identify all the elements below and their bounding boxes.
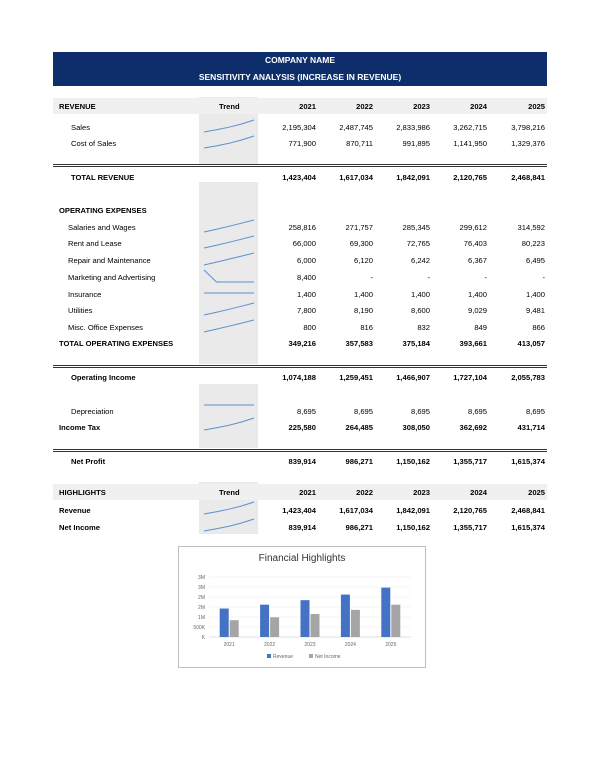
table-row — [53, 135, 547, 151]
cell-value: 8,695 — [353, 407, 373, 416]
cell-value: 2022 — [356, 488, 373, 497]
report-subtitle: SENSITIVITY ANALYSIS (INCREASE IN REVENUE) — [198, 72, 402, 82]
cell-value: 866 — [532, 323, 545, 332]
cell-value: 1,842,091 — [396, 173, 430, 182]
cell-value: 357,583 — [345, 339, 373, 348]
company-name-banner — [53, 52, 547, 69]
cell-value: 2,833,986 — [396, 123, 430, 132]
trend-sparkline — [203, 119, 255, 133]
trend-sparkline — [203, 135, 255, 149]
cell-value: 991,895 — [402, 139, 430, 148]
cell-value: 2024 — [470, 488, 487, 497]
financial-highlights-chart — [178, 546, 426, 668]
row-label: Marketing and Advertising — [68, 273, 156, 282]
trend-header: Trend — [219, 488, 240, 497]
row-label: Net Profit — [71, 457, 106, 466]
cell-value: 6,242 — [410, 256, 430, 265]
cell-value: 1,400 — [467, 290, 487, 299]
depreciation-row — [53, 403, 547, 419]
row-label: Insurance — [68, 290, 102, 299]
bar-revenue-2022 — [260, 605, 269, 637]
chart-plot — [179, 547, 425, 667]
cell-value: 2025 — [528, 488, 545, 497]
row-label: TOTAL OPERATING EXPENSES — [59, 339, 174, 348]
row-label: Depreciation — [71, 407, 114, 416]
cell-value: 314,592 — [517, 223, 545, 232]
highlight-row-revenue — [53, 502, 547, 518]
table-row — [53, 219, 547, 235]
cell-value: 66,000 — [292, 239, 316, 248]
cell-value: 1,400 — [353, 290, 373, 299]
row-label: Cost of Sales — [71, 139, 117, 148]
cell-value: 2021 — [299, 102, 316, 111]
cell-value: 2024 — [470, 102, 487, 111]
trend-sparkline — [203, 252, 255, 266]
opex-header-row — [53, 202, 547, 218]
trend-sparkline — [203, 219, 255, 233]
trend-sparkline — [203, 518, 255, 532]
row-label: Misc. Office Expenses — [68, 323, 143, 332]
cell-value: 1,617,034 — [339, 173, 373, 182]
trend-sparkline — [203, 302, 255, 316]
row-label: REVENUE — [59, 102, 96, 111]
income-tax-row — [53, 419, 547, 435]
revenue-header-row — [53, 98, 547, 114]
cell-value: 839,914 — [288, 523, 316, 532]
cell-value: 225,580 — [288, 423, 316, 432]
cell-value: 1,400 — [410, 290, 430, 299]
cell-value: 431,714 — [517, 423, 545, 432]
cell-value: 264,485 — [345, 423, 373, 432]
y-tick-label: 500K — [193, 625, 205, 631]
cell-value: 7,800 — [296, 306, 316, 315]
legend-swatch — [309, 654, 313, 658]
report-subtitle-banner — [53, 69, 547, 86]
row-label: Revenue — [59, 506, 91, 515]
trend-sparkline — [203, 235, 255, 249]
cell-value: - — [370, 273, 373, 282]
cell-value: - — [484, 273, 487, 282]
cell-value: 1,141,950 — [453, 139, 487, 148]
cell-value: 2023 — [413, 488, 430, 497]
cell-value: 2022 — [356, 102, 373, 111]
cell-value: 2,468,841 — [511, 173, 545, 182]
cell-value: 72,765 — [406, 239, 430, 248]
bar-net-income-2022 — [270, 617, 279, 637]
x-tick-label: 2021 — [223, 642, 235, 648]
cell-value: 6,495 — [525, 256, 545, 265]
cell-value: 1,617,034 — [339, 506, 373, 515]
bar-net-income-2021 — [230, 620, 239, 637]
cell-value: 2025 — [528, 102, 545, 111]
cell-value: 258,816 — [288, 223, 316, 232]
cell-value: 832 — [417, 323, 430, 332]
cell-value: 1,259,451 — [339, 373, 373, 382]
cell-value: 849 — [474, 323, 487, 332]
table-row — [53, 235, 547, 251]
cell-value: 349,216 — [288, 339, 316, 348]
y-tick-label: 2M — [198, 605, 205, 611]
cell-value: 8,695 — [525, 407, 545, 416]
row-label: Utilities — [68, 306, 93, 315]
cell-value: 986,271 — [345, 523, 373, 532]
row-label: Income Tax — [59, 423, 101, 432]
cell-value: 299,612 — [459, 223, 487, 232]
y-tick-label: 3M — [198, 585, 205, 591]
trend-sparkline — [203, 501, 255, 515]
row-label: Net Income — [59, 523, 100, 532]
operating-income-top-rule — [53, 365, 547, 368]
cell-value: 816 — [360, 323, 373, 332]
highlights-header-row — [53, 484, 547, 500]
cell-value: 800 — [303, 323, 316, 332]
table-row — [53, 286, 547, 302]
cell-value: 839,914 — [288, 457, 316, 466]
cell-value: 1,150,162 — [396, 457, 430, 466]
row-label: Rent and Lease — [68, 239, 122, 248]
table-row — [53, 119, 547, 135]
cell-value: 1,074,188 — [282, 373, 316, 382]
sparkline-path — [204, 120, 254, 132]
trend-sparkline — [203, 417, 255, 431]
net-profit-row — [53, 453, 547, 469]
cell-value: 271,757 — [345, 223, 373, 232]
trend-sparkline — [203, 286, 255, 300]
cell-value: 1,466,907 — [396, 373, 430, 382]
operating-income-row — [53, 369, 547, 385]
row-label: Operating Income — [71, 373, 136, 382]
bar-revenue-2021 — [220, 609, 229, 637]
cell-value: 2,487,745 — [339, 123, 373, 132]
highlight-row-net-income — [53, 519, 547, 535]
cell-value: 2021 — [299, 488, 316, 497]
cell-value: 1,615,374 — [511, 457, 545, 466]
cell-value: 986,271 — [345, 457, 373, 466]
cell-value: 2,468,841 — [511, 506, 545, 515]
table-row — [53, 269, 547, 285]
cell-value: 8,600 — [410, 306, 430, 315]
cell-value: 76,403 — [463, 239, 487, 248]
bar-net-income-2025 — [391, 605, 400, 637]
cell-value: - — [542, 273, 545, 282]
table-row — [53, 302, 547, 318]
bar-revenue-2023 — [301, 600, 310, 637]
cell-value: 1,329,376 — [511, 139, 545, 148]
bar-net-income-2024 — [351, 610, 360, 637]
cell-value: 3,262,715 — [453, 123, 487, 132]
x-tick-label: 2024 — [344, 642, 356, 648]
sparkline-path — [204, 270, 254, 282]
row-label: OPERATING EXPENSES — [59, 206, 147, 215]
cell-value: 413,057 — [517, 339, 545, 348]
cell-value: 9,029 — [467, 306, 487, 315]
row-label: Sales — [71, 123, 90, 132]
y-tick-label: K — [201, 635, 205, 641]
row-label: HIGHLIGHTS — [59, 488, 106, 497]
trend-header: Trend — [219, 102, 240, 111]
cell-value: 8,400 — [296, 273, 316, 282]
y-tick-label: 3M — [198, 575, 205, 581]
chart-title: Financial Highlights — [258, 553, 346, 564]
cell-value: 362,692 — [459, 423, 487, 432]
sparkline-path — [204, 320, 254, 332]
trend-sparkline — [203, 319, 255, 333]
cell-value: 2,120,765 — [453, 506, 487, 515]
total-revenue-top-rule — [53, 164, 547, 167]
cell-value: 9,481 — [525, 306, 545, 315]
sparkline-path — [204, 253, 254, 265]
cell-value: 2023 — [413, 102, 430, 111]
cell-value: 375,184 — [402, 339, 430, 348]
cell-value: 1,727,104 — [453, 373, 487, 382]
cell-value: 1,615,374 — [511, 523, 545, 532]
trend-sparkline — [203, 398, 255, 412]
net-profit-top-rule — [53, 449, 547, 452]
total-opex-row — [53, 335, 547, 351]
cell-value: 1,842,091 — [396, 506, 430, 515]
sparkline-path — [204, 519, 254, 531]
legend-label: Net Income — [315, 654, 341, 660]
company-name: COMPANY NAME — [264, 55, 336, 65]
cell-value: 3,798,216 — [511, 123, 545, 132]
x-tick-label: 2025 — [385, 642, 397, 648]
cell-value: 1,423,404 — [282, 173, 316, 182]
cell-value: - — [427, 273, 430, 282]
row-label: TOTAL REVENUE — [71, 173, 135, 182]
sparkline-path — [204, 220, 254, 232]
cell-value: 2,055,783 — [511, 373, 545, 382]
sparkline-path — [204, 502, 254, 514]
bar-revenue-2024 — [341, 595, 350, 637]
cell-value: 308,050 — [402, 423, 430, 432]
bar-revenue-2025 — [381, 588, 390, 637]
row-label: Salaries and Wages — [68, 223, 136, 232]
cell-value: 771,900 — [288, 139, 316, 148]
table-row — [53, 319, 547, 335]
cell-value: 1,423,404 — [282, 506, 316, 515]
total-revenue-row — [53, 169, 547, 185]
cell-value: 2,195,304 — [282, 123, 316, 132]
y-tick-label: 1M — [198, 615, 205, 621]
cell-value: 8,695 — [296, 407, 316, 416]
cell-value: 6,000 — [296, 256, 316, 265]
table-row — [53, 252, 547, 268]
cell-value: 1,400 — [296, 290, 316, 299]
cell-value: 870,711 — [346, 139, 373, 148]
cell-value: 8,695 — [467, 407, 487, 416]
row-label: Repair and Maintenance — [68, 256, 151, 265]
cell-value: 285,345 — [402, 223, 430, 232]
cell-value: 6,120 — [353, 256, 373, 265]
legend-label: Revenue — [273, 654, 294, 660]
trend-sparkline — [203, 269, 255, 283]
y-tick-label: 2M — [198, 595, 205, 601]
cell-value: 2,120,765 — [453, 173, 487, 182]
sparkline-path — [204, 136, 254, 148]
x-tick-label: 2022 — [264, 642, 276, 648]
cell-value: 393,661 — [459, 339, 487, 348]
cell-value: 80,223 — [521, 239, 545, 248]
x-tick-label: 2023 — [304, 642, 316, 648]
cell-value: 6,367 — [467, 256, 487, 265]
bar-net-income-2023 — [311, 614, 320, 637]
cell-value: 69,300 — [349, 239, 373, 248]
cell-value: 1,355,717 — [453, 457, 487, 466]
legend-swatch — [267, 654, 271, 658]
cell-value: 8,695 — [410, 407, 430, 416]
cell-value: 8,190 — [353, 306, 373, 315]
cell-value: 1,355,717 — [453, 523, 487, 532]
sparkline-path — [204, 418, 254, 430]
sparkline-path — [204, 303, 254, 315]
sparkline-path — [204, 236, 254, 248]
cell-value: 1,150,162 — [396, 523, 430, 532]
cell-value: 1,400 — [525, 290, 545, 299]
